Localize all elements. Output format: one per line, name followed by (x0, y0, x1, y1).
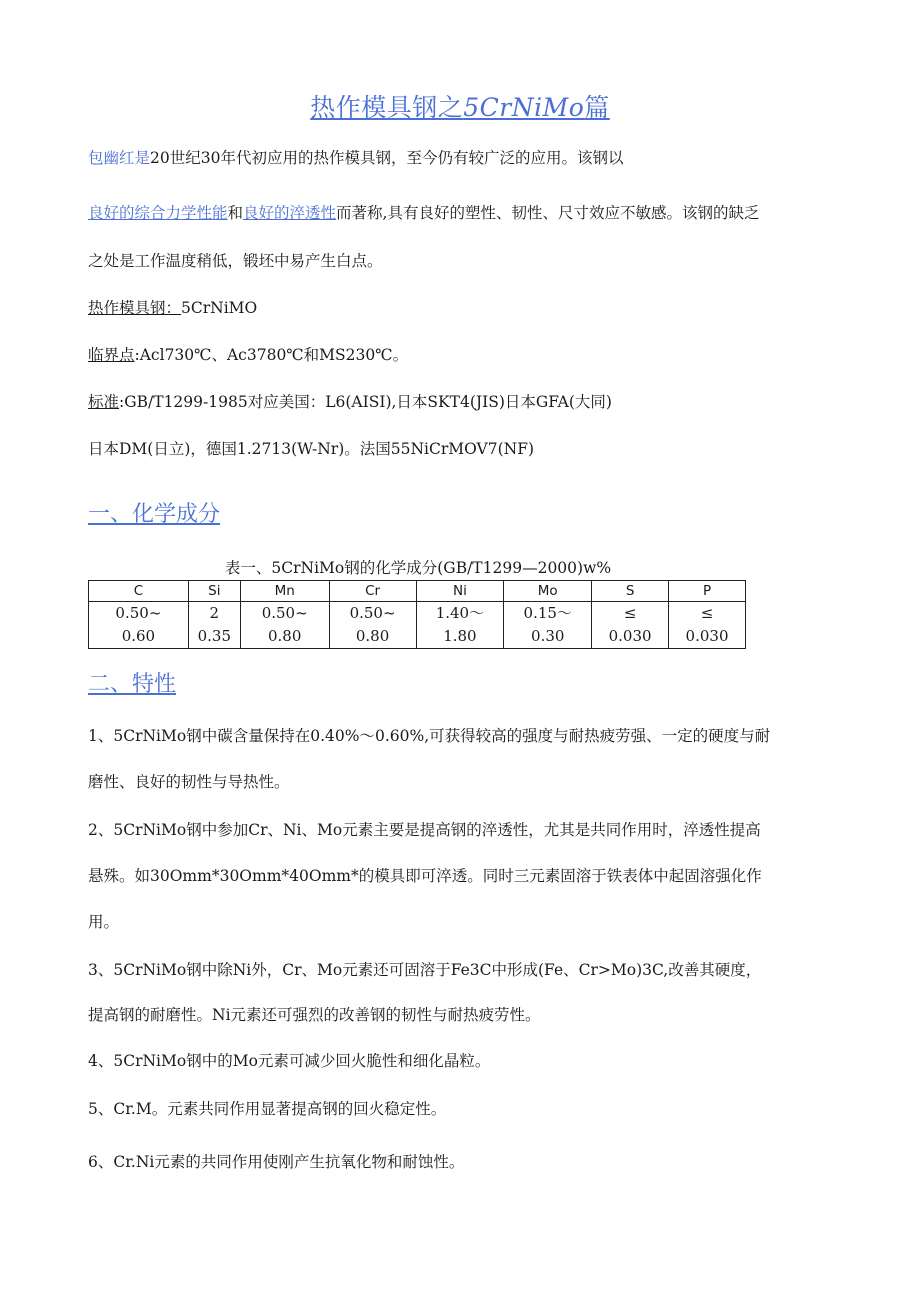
point-3-line-2: 提高钢的耐磨性。Ni元素还可强烈的改善钢的韧性与耐热疲劳性。 (88, 1006, 541, 1024)
section-properties-heading[interactable]: 二、特性 (88, 672, 177, 697)
cell-p-max: 0.030 (685, 627, 729, 645)
table-row (89, 602, 746, 649)
cell-c (89, 602, 189, 649)
cell-mn-max: 0.80 (267, 627, 302, 645)
grade-label: 热作模具钢： (88, 299, 182, 317)
intro-and: 和 (227, 204, 244, 222)
header-mn: Mn (240, 581, 329, 602)
chemical-composition-table (88, 580, 746, 649)
header-si: Si (188, 581, 240, 602)
highlight-mechanical-link[interactable]: 良好的综合力学性能 (88, 204, 228, 222)
cell-ni-min: 1.40～ (435, 604, 485, 622)
cell-p-sign: ≤ (700, 604, 714, 622)
header-c: C (89, 581, 189, 602)
point-1-line-2: 磨性、良好的韧性与导热性。 (88, 773, 290, 791)
table-caption: 表一、5CrNiMo钢的化学成分(GB/T1299—2000)w% (224, 559, 612, 577)
intro-line-1 (88, 147, 623, 169)
cell-si (188, 602, 240, 649)
cell-mo-min: 0.15～ (523, 604, 572, 622)
title-en: 5CrNiMo (463, 93, 585, 122)
intro-text-2: 而著称,具有良好的塑性、韧性、尺寸效应不敏感。该钢的缺乏 (336, 204, 760, 222)
point-2-line-3: 用。 (88, 913, 120, 931)
title-zh-2: 篇 (584, 93, 610, 122)
header-s: S (592, 581, 669, 602)
standard-label: 标准 (88, 393, 120, 411)
cell-si-max: 0.35 (197, 627, 231, 645)
cell-c-min: 0.50~ (115, 604, 162, 622)
cell-s-sign: ≤ (623, 604, 637, 622)
critical-label: 临界点 (88, 346, 135, 364)
cell-si-min: 2 (209, 604, 220, 622)
point-2-line-1: 2、5CrNiMo钢中参加Cr、Ni、Mo元素主要是提高钢的淬透性，尤其是共同作用时，淬透性提高 (88, 821, 761, 839)
standard-line-2: 日本DM(日立)，德国1.2713(W-Nr)。法国55NiCrMOV7(NF) (88, 440, 535, 458)
point-3-line-1: 3、5CrNiMo钢中除Ni外，Cr、Mo元素还可固溶于Fe3C中形成(Fe、Cr>Mo)3C,改善其硬度， (88, 961, 762, 979)
intro-name-link[interactable]: 包幽红是 (88, 149, 151, 167)
standard-line (88, 391, 612, 413)
point-4: 4、5CrNiMo钢中的Mo元素可减少回火脆性和细化晶粒。 (88, 1052, 491, 1070)
cell-p (669, 602, 746, 649)
cell-ni-max: 1.80 (443, 627, 477, 645)
section-chemical-heading[interactable]: 一、化学成分 (88, 502, 221, 527)
header-p: P (669, 581, 746, 602)
cell-mo-max: 0.30 (531, 627, 565, 645)
page-title (0, 88, 920, 124)
grade-line (88, 297, 257, 319)
grade-value: 5CrNiMO (181, 299, 258, 317)
intro-line-2 (88, 202, 759, 224)
header-mo: Mo (504, 581, 592, 602)
title-zh-1: 热作模具钢之 (310, 93, 464, 122)
critical-point-line (88, 344, 408, 366)
cell-s-max: 0.030 (608, 627, 652, 645)
intro-text-1: 20世纪30年代初应用的热作模具钢，至今仍有较广泛的应用。该钢以 (150, 149, 624, 167)
point-6: 6、Cr.Ni元素的共同作用使刚产生抗氧化物和耐蚀性。 (88, 1153, 465, 1171)
cell-c-max: 0.60 (121, 627, 156, 645)
cell-s (592, 602, 669, 649)
standard-value: :GB/T1299-1985对应美国：L6(AISI),日本SKT4(JIS)日本GFA(大同) (119, 393, 612, 411)
cell-mo (504, 602, 592, 649)
cell-mn (240, 602, 329, 649)
critical-value: :Acl730℃、Ac3780℃和MS230℃。 (134, 346, 409, 364)
highlight-hardenability-link[interactable]: 良好的淬透性 (243, 204, 337, 222)
point-1-line-1: 1、5CrNiMo钢中碳含量保持在0.40%～0.60%,可获得较高的强度与耐热疲劳强、一定的硬度与耐 (88, 727, 771, 745)
cell-cr (329, 602, 416, 649)
cell-cr-min: 0.50~ (349, 604, 396, 622)
cell-cr-max: 0.80 (355, 627, 390, 645)
cell-ni (416, 602, 504, 649)
point-2-line-2: 悬殊。如30Omm*30Omm*40Omm*的模具即可淬透。同时三元素固溶于铁表体中起固溶强化作 (88, 867, 762, 885)
intro-line-3: 之处是工作温度稍低，锻坯中易产生白点。 (88, 252, 383, 270)
table-header-row (89, 581, 746, 602)
header-cr: Cr (329, 581, 416, 602)
cell-mn-min: 0.50~ (261, 604, 308, 622)
header-ni: Ni (416, 581, 504, 602)
point-5: 5、Cr.M。元素共同作用显著提高钢的回火稳定性。 (88, 1100, 447, 1118)
